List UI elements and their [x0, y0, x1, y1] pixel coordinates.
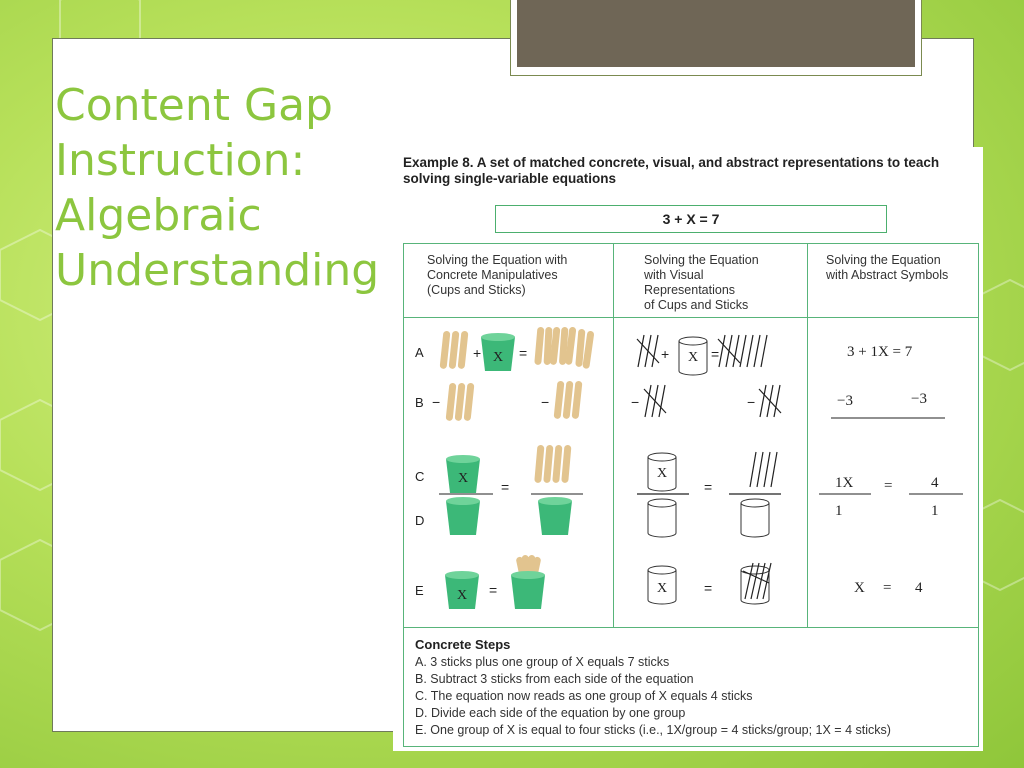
concrete-steps-title: Concrete Steps — [415, 637, 511, 652]
visual-row-d — [648, 499, 769, 537]
equals-sign: = — [704, 580, 713, 596]
slide-title: Content Gap Instruction: Algebraic Understanding — [55, 80, 380, 296]
abstract-e-left: X — [854, 580, 865, 596]
abstract-e-right: 4 — [915, 580, 923, 596]
cup-x-label: X — [493, 350, 504, 365]
abstract-d-right: 1 — [931, 503, 939, 519]
title-tab-image — [517, 0, 915, 67]
cylinder-x-label: X — [657, 466, 668, 481]
abstract-c-left: 1X — [835, 475, 854, 491]
step-c: C. The equation now reads as one group of X equals 4 sticks — [415, 689, 753, 703]
equals-sign: = — [489, 582, 498, 598]
row-label-a: A — [415, 345, 424, 360]
plus-sign: + — [473, 345, 482, 361]
abstract-minus-left: −3 — [837, 393, 853, 409]
column-header-visual: Solving the Equation with Visual Representations of Cups and Sticks — [644, 253, 759, 312]
column-header-abstract: Solving the Equation with Abstract Symbols — [826, 253, 949, 282]
row-label-e: E — [415, 583, 424, 598]
cylinder-x-label: X — [657, 581, 668, 596]
representation-drawings — [393, 147, 983, 627]
example-figure — [393, 147, 983, 751]
concrete-row-e — [445, 555, 545, 609]
abstract-c-right: 4 — [931, 475, 939, 491]
abstract-minus-right: −3 — [911, 391, 927, 407]
equals-sign: = — [519, 345, 528, 361]
step-d: D. Divide each side of the equation by one group — [415, 706, 686, 720]
minus-sign-right: − — [541, 394, 550, 410]
equals-sign: = — [501, 479, 510, 495]
concrete-steps-list — [415, 654, 891, 739]
row-label-b: B — [415, 395, 424, 410]
visual-row-a — [637, 335, 767, 375]
visual-row-b — [644, 385, 781, 417]
abstract-equation: 3 + 1X = 7 — [847, 344, 913, 360]
column-header-concrete: Solving the Equation with Concrete Manipulatives (Cups and Sticks) — [427, 253, 568, 297]
minus-sign-right: − — [747, 394, 756, 410]
row-label-c: C — [415, 469, 425, 484]
equation-box: 3 + X = 7 — [495, 205, 887, 233]
step-a: A. 3 sticks plus one group of X equals 7 sticks — [415, 655, 670, 669]
concrete-row-b — [432, 381, 582, 422]
step-b: B. Subtract 3 sticks from each side of the equation — [415, 672, 694, 686]
cup-x-label: X — [458, 471, 469, 486]
abstract-e-equals: = — [883, 580, 892, 596]
title-tab — [510, 0, 922, 76]
minus-sign-left: − — [631, 394, 640, 410]
cup-x-label: X — [457, 588, 468, 603]
equals-sign: = — [711, 346, 720, 362]
concrete-row-a — [440, 327, 595, 371]
abstract-d-left: 1 — [835, 503, 843, 519]
cylinder-x-label: X — [688, 350, 699, 365]
figure-caption: Example 8. A set of matched concrete, visual, and abstract representations to teach solving single-variable equations — [403, 155, 940, 186]
equals-sign: = — [704, 479, 713, 495]
row-label-d: D — [415, 513, 425, 528]
plus-sign: + — [661, 346, 670, 362]
step-e: E. One group of X is equal to four sticks (i.e., 1X/group = 4 sticks/group; 1X = 4 sticks) — [415, 723, 891, 737]
concrete-row-d — [446, 497, 572, 535]
abstract-equals: = — [884, 478, 893, 494]
minus-sign-left: − — [432, 394, 441, 410]
concrete-row-c — [439, 445, 583, 495]
